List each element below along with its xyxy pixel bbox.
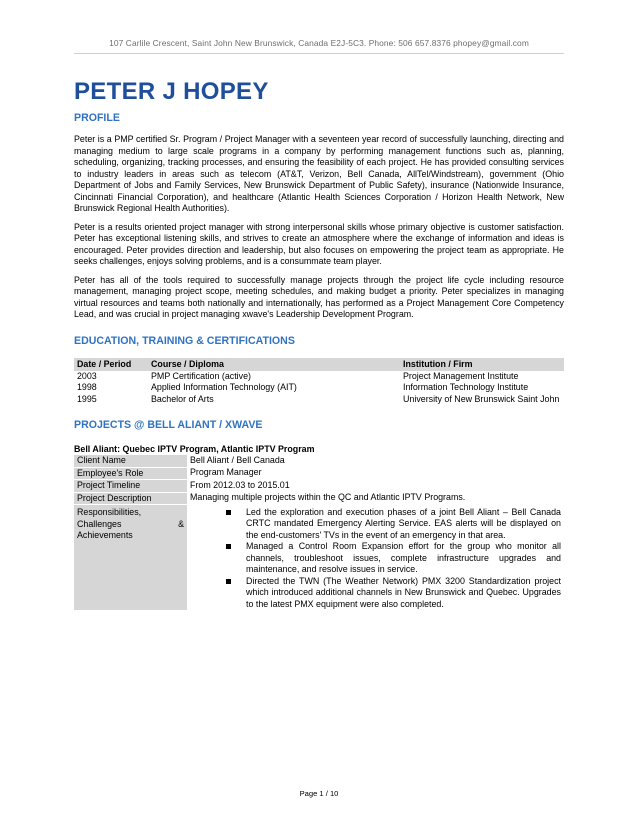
project-field-label: Project Timeline — [74, 480, 187, 493]
education-table — [74, 358, 564, 406]
responsibility-text: Directed the TWN (The Weather Network) PMX 3200 Standardization project which introduced additional channels in New Brunswick and Quebec. Upgrades to the latest PMX equipment were also completed. — [246, 575, 561, 609]
header-contact-line: 107 Carlile Crescent, Saint John New Brunswick, Canada E2J-5C3. Phone: 506 657.8376 phopey@gmail.com — [109, 38, 529, 48]
education-institution: University of New Brunswick Saint John — [403, 393, 560, 404]
education-heading: EDUCATION, TRAINING & CERTIFICATIONS — [74, 334, 295, 347]
list-item — [226, 507, 561, 542]
education-col-date: Date / Period — [74, 358, 148, 371]
project-field-label: Project Description — [74, 492, 187, 505]
table-row — [74, 371, 564, 383]
project-field-value: From 2012.03 to 2015.01 — [190, 479, 290, 490]
square-bullet-icon — [226, 544, 231, 549]
profile-paragraph-1: Peter is a PMP certified Sr. Program / Project Manager with a seventeen year record of successfully launching, directing and managing medium to large scale programs in a company by performing management functions such as, planning, scheduling, organizing, tracking processes, and ensuring the feasibility of each project. He has provided consulting services to industry leaders in areas such as telecom (AT&T, Verizon, Bell Canada, AllTel/Windstream), government (Ohio Department of Jobs and Family Services, New Brunswick Department of Public Safety), insurance (Nationwide Insurance, Cincinnati Financial Corporation), and healthcare (Atlantic Health Sciences Corporation / Horizon Health Network, New Brunswick Regional Health Authorities). — [74, 134, 564, 213]
project-field-value: Program Manager — [190, 467, 262, 477]
square-bullet-icon — [226, 579, 231, 584]
header-divider — [74, 53, 564, 54]
candidate-name: PETER J HOPEY — [74, 78, 269, 105]
project-title: Bell Aliant: Quebec IPTV Program, Atlantic IPTV Program — [74, 444, 315, 454]
project-details-table — [74, 455, 564, 611]
education-institution: Project Management Institute — [403, 370, 519, 381]
responsibilities-list — [190, 507, 561, 611]
responsibilities-cell — [187, 505, 564, 611]
education-date: 2003 — [77, 370, 97, 381]
square-bullet-icon — [226, 510, 231, 515]
education-col-course: Course / Diploma — [148, 358, 400, 371]
education-col-institution: Institution / Firm — [400, 358, 564, 371]
responsibility-text: Managed a Control Room Expansion effort for the group who monitor all channels, troubleshoot issues, complete infrastructure upgrades and maintenance, and resolve issues in service. — [246, 541, 561, 574]
education-course: Bachelor of Arts — [151, 393, 214, 404]
education-institution: Information Technology Institute — [403, 382, 529, 392]
project-field-value: Bell Aliant / Bell Canada — [190, 455, 285, 465]
projects-heading: PROJECTS @ BELL ALIANT / XWAVE — [74, 419, 263, 431]
table-row — [74, 480, 564, 493]
education-course: Applied Information Technology (AIT) — [151, 382, 297, 392]
list-item — [226, 541, 561, 576]
table-row — [74, 382, 564, 394]
responsibility-text: Led the exploration and execution phases of a joint Bell Aliant – Bell Canada CRTC mandated Emergency Alerting Service. EAS alerts will be displayed on the end-customers' TVs in the event of an emergency in that area. — [246, 506, 561, 540]
list-item — [226, 576, 561, 611]
page-number: Page 1 / 10 — [299, 789, 339, 798]
education-date: 1995 — [77, 393, 97, 404]
project-field-value: Managing multiple projects within the QC and Atlantic IPTV Programs. — [190, 492, 466, 502]
education-date: 1998 — [77, 382, 97, 392]
table-row — [74, 492, 564, 505]
project-field-label: Employee's Role — [74, 467, 187, 480]
education-header-row — [74, 358, 564, 371]
profile-heading: PROFILE — [74, 112, 120, 124]
table-row — [74, 455, 564, 467]
responsibilities-label: Responsibilities, Challenges & Achievements — [74, 505, 187, 611]
project-field-label: Client Name — [74, 455, 187, 467]
profile-paragraph-2: Peter is a results oriented project manager with strong interpersonal skills whose primary objective is customer satisfaction. Peter has exceptional listening skills, and strives to create an atmosphere where the exchange of information and ideas is encouraged. Peter provides direction and leadership, but also focuses on empowering the project team as appropriate. He seeks challenges, enjoys solving problems, and is a consummate team player. — [74, 221, 564, 266]
table-row — [74, 505, 564, 611]
resume-content — [74, 78, 564, 611]
table-row — [74, 394, 564, 406]
education-course: PMP Certification (active) — [151, 370, 251, 381]
profile-paragraph-3: Peter has all of the tools required to successfully manage projects through the project life cycle including resource management, managing project scope, meeting schedules, and making budget a priority. Peter specializes in managing virtual resources and teams both nationally and internationally, has performed as a Project Management Core Competency Lead, and was crucial in project managing xwave's Leadership Development Program. — [74, 274, 564, 319]
table-row — [74, 467, 564, 480]
